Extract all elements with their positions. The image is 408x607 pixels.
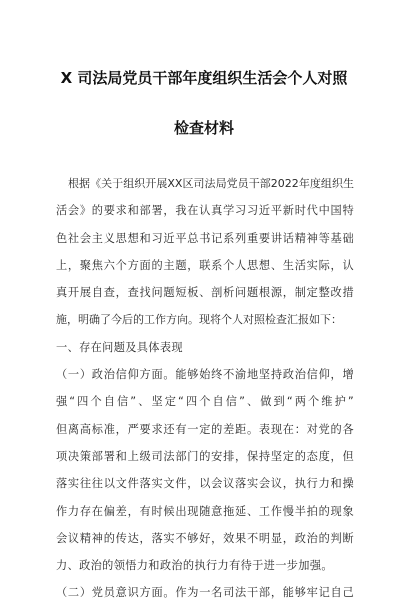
body-line: 活会》的要求和部署，我在认真学习习近平新时代中国特 (56, 204, 354, 218)
body-line: 强“四个自信”、坚定“四个自信”、做到“两个维护” (56, 395, 354, 409)
section-heading: 一、存在问题及具体表现 (56, 340, 183, 354)
body-line: 色社会主义思想和习近平总书记系列重要讲话精神等基础 (56, 231, 354, 245)
body-line: （一）政治信仰方面。能够始终不渝地坚持政治信仰，增 (56, 368, 354, 382)
body-line: 作力存在偏差，有时候出现随意拖延、工作慢半拍的现象 (56, 504, 354, 518)
body-line: 根据《关于组织开展XX区司法局党员干部2022年度组织生 (68, 177, 354, 190)
body-line: 力、政治的领悟力和政治的执行力有待于进一步加强。 (56, 559, 333, 573)
document-title-line-2: 检查材料 (173, 119, 234, 137)
body-line: 真开展自查，查找问题短板、剖析问题根源，制定整改措 (56, 286, 354, 300)
document-body (56, 170, 354, 607)
body-line: 项决策部署和上级司法部门的安排，保持坚定的态度，但 (56, 449, 354, 463)
body-line: （二）党员意识方面。作为一名司法干部，能够牢记自己 (56, 586, 354, 600)
document-title-line-1: X 司法局党员干部年度组织生活会个人对照 (60, 69, 348, 87)
body-line: 施，明确了今后的工作方向。现将个人对照检查汇报如下： (56, 313, 342, 327)
body-line: 会议精神的传达，落实不够好，效果不明显，政治的判断 (56, 531, 354, 545)
body-line: 落实往往以文件落实文件，以会议落实会议，执行力和操 (56, 477, 354, 491)
body-line: 但离高标准，严要求还有一定的差距。表现在：对党的各 (56, 422, 354, 436)
body-line: 上，聚焦六个方面的主题，联系个人思想、生活实际，认 (56, 258, 354, 272)
